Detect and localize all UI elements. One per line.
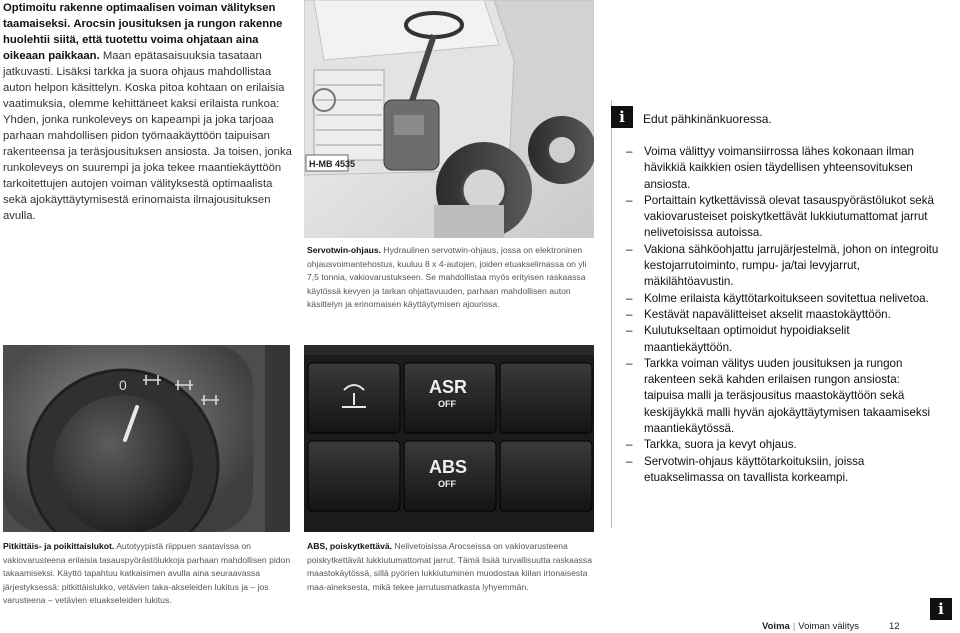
asr-off-label: OFF — [438, 399, 456, 409]
knob-caption-title: Pitkittäis- ja poikittaislukot. — [3, 541, 115, 551]
footer-separator: | — [792, 621, 796, 632]
list-item: – Vakiona sähköohjattu jarrujärjestelmä, johon on integroitu kestojarrutoiminto, rumpu- ja/tai levyjarrut, mäkilähtöavustin. — [626, 242, 941, 291]
intro-paragraph-1: Maan epätasaisuuksia tasataan jatkuvasti. Lisäksi tarkka ja suora ohjaus mahdollistaa auton helpon käsittelyn. — [3, 50, 272, 94]
switch-caption — [307, 540, 597, 594]
intro-lead: Arocsin jousituksen ja rungon rakenne huolehtii siitä, että tuotettu voima ohjataan aina oikeaan paikkaan. — [3, 18, 283, 62]
footer-breadcrumb — [762, 621, 859, 632]
list-item: – Portaittain kytkettävissä olevat tasauspyörästölukot sekä vakiovarusteiset poiskytkettävät lukkiutumattomat jarrut nelivetoisissa autoissa. — [626, 193, 941, 242]
list-item: – Kestävät napavälitteiset akselit maastokäyttöön. — [626, 307, 941, 323]
list-item: – Servotwin-ohjaus käyttötarkoituksiin, joissa etuakselimassa on tavallista korkeampi. — [626, 454, 941, 487]
differential-lock-knob-image — [3, 345, 290, 532]
info-corner-icon: i — [930, 598, 952, 620]
abs-off-label: OFF — [438, 479, 456, 489]
list-item: – Tarkka, suora ja kevyt ohjaus. — [626, 437, 941, 453]
truck-caption-text: Hydraulinen servotwin-ohjaus, jossa on elektroninen ohjausvoimantehostus, kuuluu 8 x 4-autojen, joiden etuakselimassa on yli 7,5 tonnia, vakiovarustukseen. Se mahdollistaa myös erityisen raskaassa käytössä kevyen ja tarkan ohjattavuuden, parhaan mahdollisen auton käsittelyn ja erinomaisen käyttäytymisen ajourissa. — [307, 245, 587, 310]
knob-zero-label: 0 — [119, 377, 127, 393]
list-item: – Kolme erilaista käyttötarkoitukseen sovitettua nelivetoa. — [626, 291, 941, 307]
benefits-title: Edut pähkinänkuoressa. — [643, 112, 772, 126]
truck-steering-image — [304, 0, 594, 238]
page-number: 12 — [889, 621, 900, 632]
knob-caption — [3, 540, 293, 608]
switch-caption-text: Nelivetoisissa Arocseissa on vakiovarusteena poiskytkettävät lukkiutumattomat jarrut. Tämä lisää turvallisuutta raskaassa maastokäytössä, sillä pyörien lukkiutuminen muodostaa kiilan irtonaisesta maa-aineksesta, mikä tekee jarrutusmatkasta lyhyemmän. — [307, 541, 592, 592]
switch-caption-title: ABS, poiskytkettävä. — [307, 541, 393, 551]
info-icon: i — [611, 106, 633, 128]
footer-section: Voiman välitys — [798, 621, 860, 632]
footer-brand: Voima — [762, 621, 790, 632]
asr-label: ASR — [429, 377, 468, 397]
intro-paragraph-3: Ja toisen, jonka runkoleveys on suurempi ja joka tekee maantiekäyttöön tarkoitettujen autojen voiman välityksestä optimaalista sekä ajokäyttäytymisestä erinomaista ilmajousituksen avulla. — [3, 146, 292, 222]
knob-caption-text: Autotyypistä riippuen saatavissa on vakiovarusteena erilaisia tasauspyörästölukkoja parhaan mahdollisen pidon takaamiseksi. Käyttö tapahtuu katkaisimen avulla aina seuraavassa järjestyksessä: pitkittäislukko, vetävien taka-akseleiden lukitus ja – jos varusteena – vetävien etuakseleiden lukitus. — [3, 541, 291, 606]
truck-caption-title: Servotwin-ohjaus. — [307, 245, 382, 255]
list-item: – Kulutukseltaan optimoidut hypoidiakselit maantiekäyttöön. — [626, 323, 941, 356]
intro-text — [3, 0, 293, 224]
intro-paragraph-2: Koska pitoa kohtaan on erilaisia vaatimuksia, olemme kehittäneet kaksi erilaista runkoa: Yhden, jonka runkoleveys on kapeampi ja joka tarjoaa parhaan mahdollisen pidon työmaakäyttöön taipuisan rakenteensa ja teräsjousituksen ansiosta. — [3, 82, 285, 158]
list-item: – Voima välittyy voimansiirrossa lähes kokonaan ilman hävikkiä kaikkien osien täydellisen yhteensovituksen ansiosta. — [626, 144, 941, 193]
license-plate: H-MB 4535 — [309, 159, 356, 169]
benefits-list — [626, 144, 941, 486]
truck-caption — [307, 244, 592, 312]
abs-label: ABS — [429, 457, 468, 477]
list-item: – Tarkka voiman välitys uuden jousituksen ja rungon rakenteen sekä kahden erilaisen rungon ansiosta: taipuisa malli ja teräsjousitus maastokäyttöön sekä keskijäykkä malli hyvän ajokäyttäytymisen takaamiseksi maantiekäytössä. — [626, 356, 941, 437]
intro-heading: Optimoitu rakenne optimaalisen voiman välityksen taamaiseksi. — [3, 2, 276, 30]
asr-abs-switches-image — [304, 345, 594, 532]
